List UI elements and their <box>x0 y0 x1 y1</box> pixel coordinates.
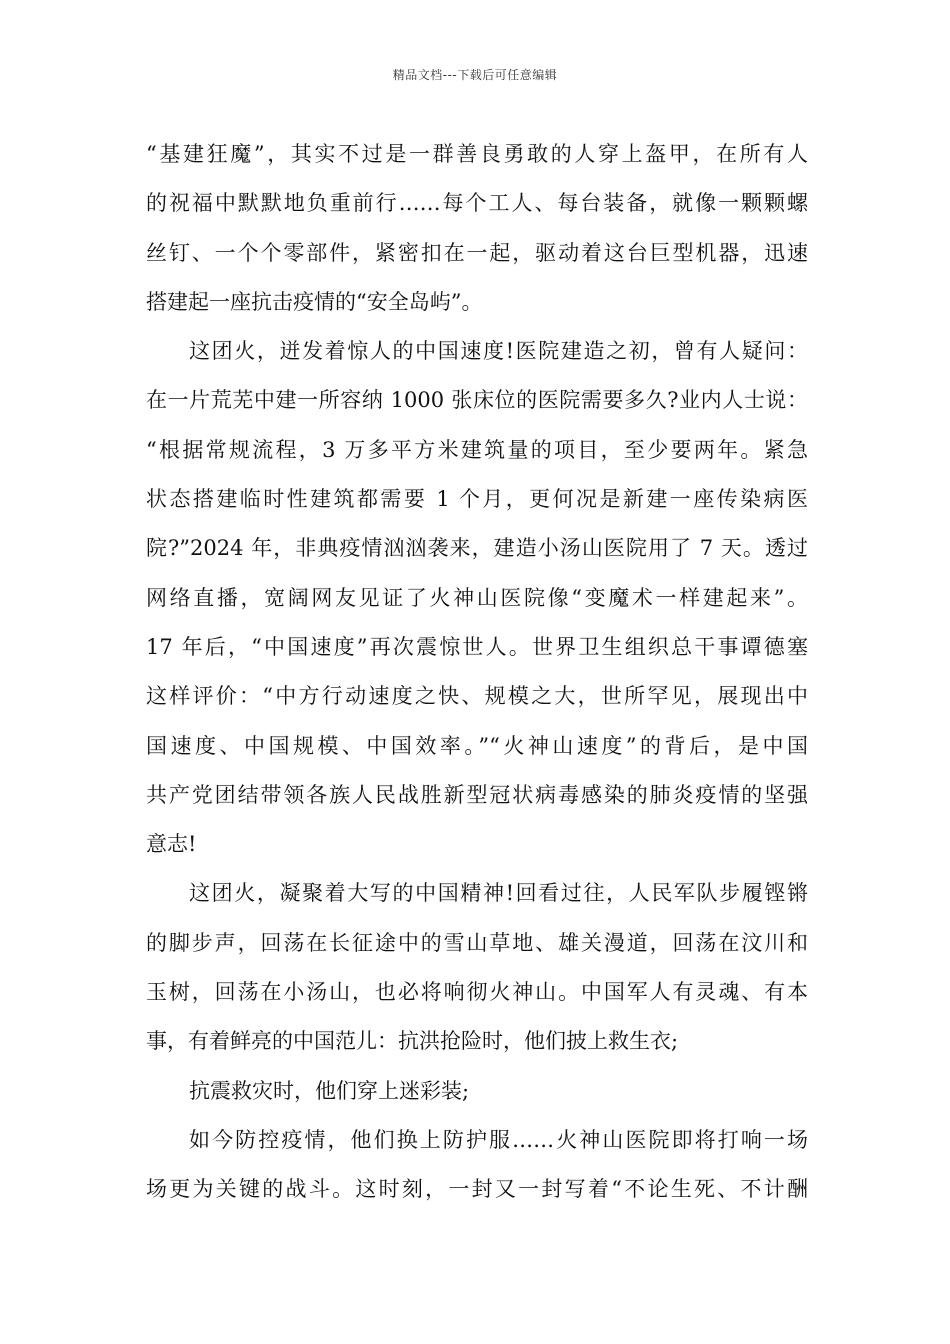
text-line: 共产党团结带领各族人民战胜新型冠状病毒感染的肺炎疫情的坚强 <box>146 782 808 807</box>
text-line: 网络直播，宽阔网友见证了火神山医院像“变魔术一样建起来”。 <box>146 585 808 610</box>
text-line: 场更为关键的战斗。这时刻，一封又一封写着“不论生死、不计酬 <box>146 1177 808 1202</box>
text-line: 丝钉、一个个零部件，紧密扣在一起，驱动着这台巨型机器，迅速 <box>146 240 808 265</box>
text-line: 玉树，回荡在小汤山，也必将响彻火神山。中国军人有灵魂、有本 <box>146 980 808 1005</box>
text-line: 院?”2024 年，非典疫情汹汹袭来，建造小汤山医院用了 7 天。透过 <box>146 536 808 561</box>
text-line: “根据常规流程，3 万多平方米建筑量的项目，至少要两年。紧急 <box>146 437 808 462</box>
text-line: 的脚步声，回荡在长征途中的雪山草地、雄关漫道，回荡在汶川和 <box>146 930 808 955</box>
text-line: 这团火，凝聚着大写的中国精神!回看过往，人民军队步履铿锵 <box>189 881 808 906</box>
document-body <box>146 130 808 1215</box>
text-line: 事，有着鲜亮的中国范儿：抗洪抢险时，他们披上救生衣; <box>146 1029 679 1054</box>
text-line: 状态搭建临时性建筑都需要 1 个月，更何况是新建一座传染病医 <box>146 487 808 512</box>
text-line: 17 年后，“中国速度”再次震惊世人。世界卫生组织总干事谭德塞 <box>146 634 808 659</box>
text-line: 这样评价：“中方行动速度之快、规模之大，世所罕见，展现出中 <box>146 684 808 709</box>
text-line: 搭建起一座抗击疫情的“安全岛屿”。 <box>146 289 483 314</box>
text-line: 国速度、中国规模、中国效率。”“火神山速度”的背后，是中国 <box>146 733 808 758</box>
text-line: 这团火，迸发着惊人的中国速度!医院建造之初，曾有人疑问： <box>189 339 808 364</box>
text-line: “基建狂魔”，其实不过是一群善良勇敢的人穿上盔甲，在所有人 <box>146 142 808 166</box>
text-line: 在一片荒芜中建一所容纳 1000 张床位的医院需要多久?业内人士说： <box>146 388 808 413</box>
text-line: 抗震救灾时，他们穿上迷彩装; <box>189 1078 470 1103</box>
text-line: 意志! <box>146 832 197 857</box>
text-line: 的祝福中默默地负重前行……每个工人、每台装备，就像一颗颗螺 <box>146 191 808 216</box>
text-line: 如今防控疫情，他们换上防护服……火神山医院即将打响一场 <box>189 1127 808 1152</box>
page-header: 精品文档---下载后可任意编辑 <box>392 68 558 82</box>
